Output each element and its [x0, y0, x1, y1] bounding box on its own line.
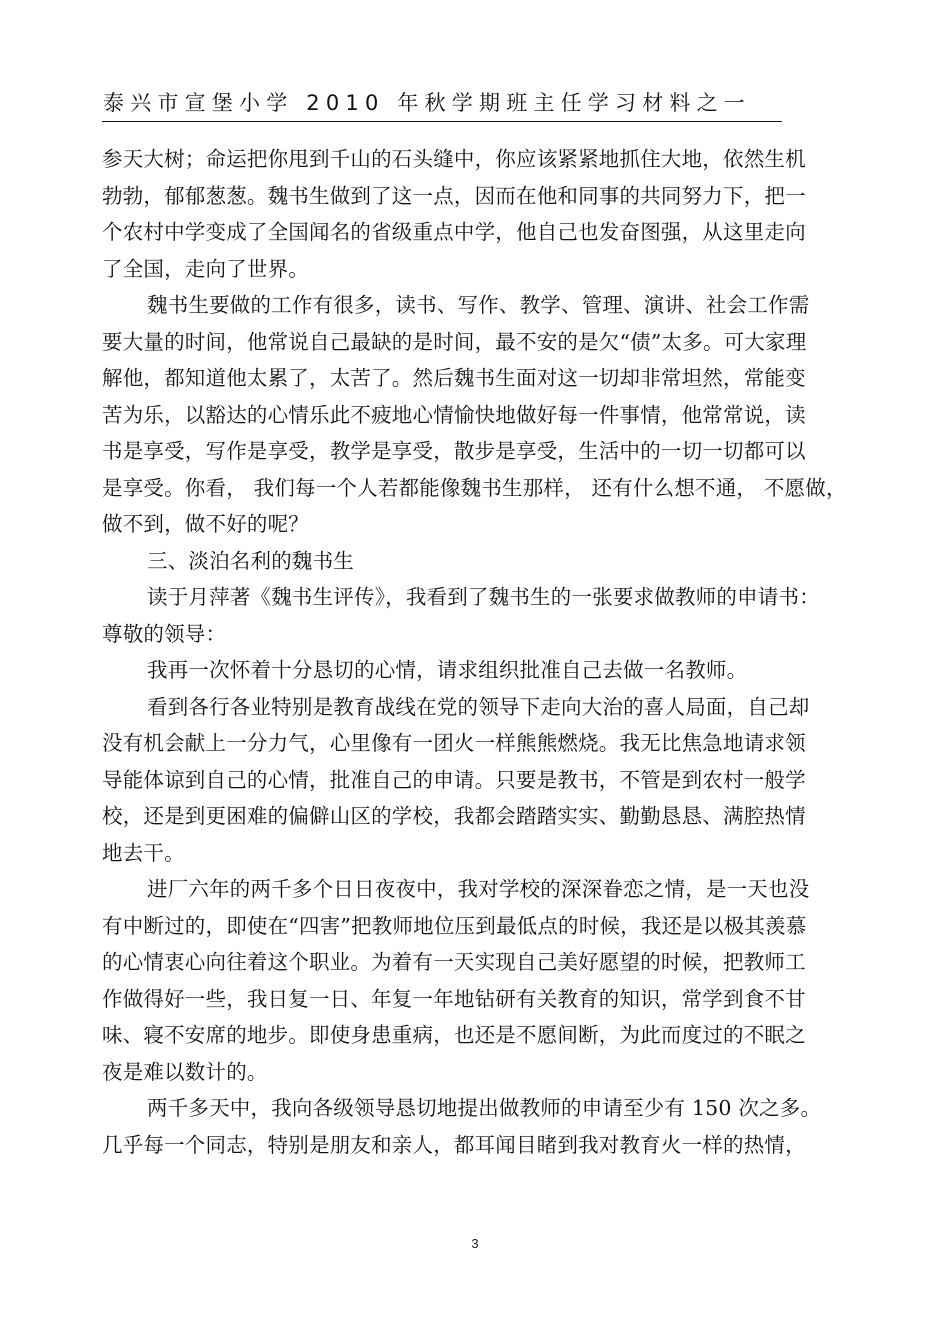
text-line: 苦为乐，以豁达的心情乐此不疲地心情愉快地做好每一件事情，他常常说，读 [102, 402, 806, 427]
text-line: 要大量的时间，他常说自己最缺的是时间，最不安的是欠“债”太多。可大家理 [102, 329, 807, 354]
text-line: 的心情衷心向往着这个职业。为着有一天实现自己美好愿望的时候，把教师工 [102, 950, 806, 974]
text-line: 导能体谅到自己的心情，批准自己的申请。只要是教书，不管是到农村一般学 [102, 767, 806, 792]
text-line: 校，还是到更困难的偏僻山区的学校，我都会踏踏实实、勤勤恳恳、满腔热情 [102, 804, 806, 828]
text-line: 参天大树；命运把你甩到千山的石头缝中，你应该紧紧地抓住大地，依然生机 [102, 147, 806, 171]
text-line: 三、淡泊名利的魏书生 [147, 548, 354, 573]
text-line: 进厂六年的两千多个日日夜夜中，我对学校的深深眷恋之情，是一天也没 [147, 877, 810, 901]
document-body [102, 141, 847, 1163]
text-line: 夜是难以数计的。 [102, 1059, 268, 1084]
text-line: 我再一次怀着十分恳切的心情，请求组织批准自己去做一名教师。 [147, 658, 748, 682]
text-line: 书是享受，写作是享受，教学是享受，散步是享受，生活中的一切一切都可以 [102, 439, 806, 463]
text-line: 勃勃，郁郁葱葱。魏书生做到了这一点，因而在他和同事的共同努力下，把一 [102, 183, 806, 208]
text-line: 解他，都知道他太累了，太苦了。然后魏书生面对这一切却非常坦然，常能变 [102, 366, 806, 390]
text-line: 魏书生要做的工作有很多，读书、写作、教学、管理、演讲、社会工作需 [147, 293, 810, 317]
text-line: 了全国，走向了世界。 [102, 256, 309, 281]
text-line: 味、寝不安席的地步。即使身患重病，也还是不愿间断，为此而度过的不眠之 [102, 1023, 806, 1047]
header-rule [102, 121, 782, 122]
document-header: 泰兴市宣堡小学 2010 年秋学期班主任学习材料之一 [103, 91, 751, 115]
text-line: 两千多天中，我向各级领导恳切地提出做教师的申请至少有 150 次之多。 [147, 1096, 822, 1120]
text-line: 有中断过的，即使在“四害”把教师地位压到最低点的时候，我还是以极其羡慕 [102, 913, 807, 938]
text-line: 是享受。你看， 我们每一个人若都能像魏书生那样， 还有什么想不通， 不愿做， [102, 475, 847, 500]
page-number: 3 [471, 1236, 479, 1251]
text-line: 个农村中学变成了全国闻名的省级重点中学，他自己也发奋图强，从这里走向 [102, 220, 806, 244]
text-line: 没有机会献上一分力气，心里像有一团火一样熊熊燃烧。我无比焦急地请求领 [102, 731, 806, 755]
text-line: 读于月萍著《魏书生评传》，我看到了魏书生的一张要求做教师的申请书： [147, 585, 820, 609]
text-line: 几乎每一个同志，特别是朋友和亲人，都耳闻目睹到我对教育火一样的热情， [102, 1132, 806, 1157]
text-line: 尊敬的领导： [102, 621, 227, 646]
text-line: 看到各行各业特别是教育战线在党的领导下走向大治的喜人局面，自己却 [147, 694, 810, 719]
text-line: 做不到，做不好的呢？ [102, 512, 309, 536]
text-line: 作做得好一些，我日复一日、年复一年地钻研有关教育的知识，常学到食不甘 [102, 986, 806, 1011]
text-line: 地去干。 [102, 840, 185, 865]
